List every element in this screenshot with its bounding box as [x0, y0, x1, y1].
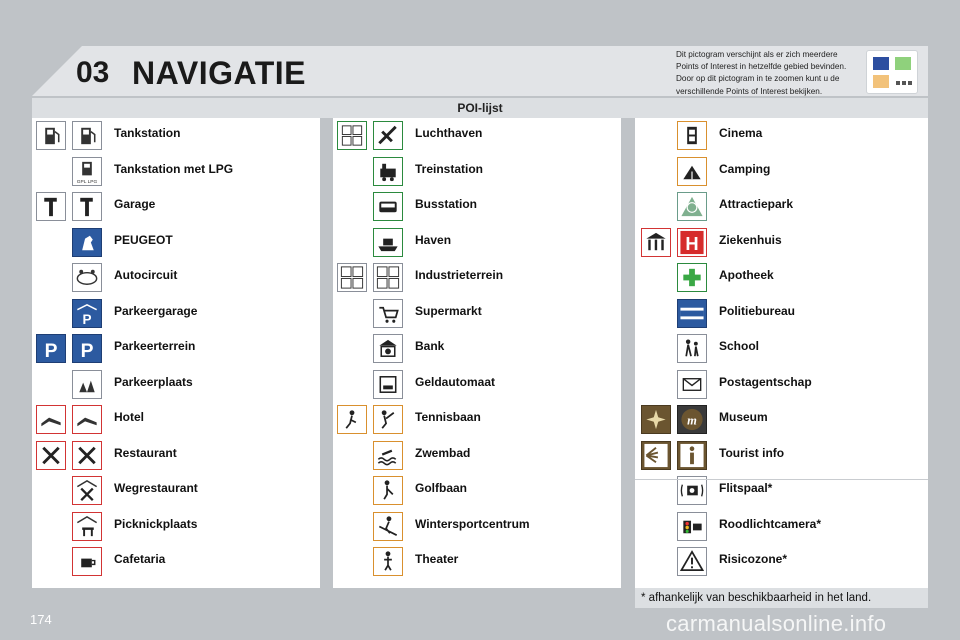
poi-row — [32, 473, 320, 508]
poi-label: Bank — [415, 339, 445, 353]
poi-label: Luchthaven — [415, 126, 483, 140]
poi-label: Autocircuit — [114, 268, 178, 282]
poi-label: Treinstation — [415, 161, 484, 176]
poi-row — [333, 154, 621, 189]
info-i-icon — [677, 441, 707, 470]
poi-label: Cinema — [719, 126, 763, 140]
bank-icon — [373, 334, 403, 363]
poi-row — [333, 296, 621, 331]
poi-row — [635, 438, 928, 473]
poi-row — [32, 331, 320, 366]
poi-label: Haven — [415, 232, 452, 247]
poi-label: Theater — [415, 552, 459, 566]
poi-row — [32, 154, 320, 189]
red-light-camera-icon — [677, 512, 707, 541]
bed-icon — [72, 405, 102, 434]
poi-label: Tourist info — [719, 445, 785, 460]
airport-group-icon — [337, 121, 367, 150]
ferry-icon — [373, 228, 403, 257]
poi-column-1 — [32, 118, 320, 588]
poi-label: Ziekenhuis — [719, 232, 782, 247]
factory-group-icon — [373, 263, 403, 292]
poi-row — [32, 296, 320, 331]
parking-icon — [72, 334, 102, 363]
poi-label: Flitspaal* — [719, 481, 773, 495]
theater-icon — [373, 547, 403, 576]
poi-column-3 — [635, 118, 928, 588]
police-icon — [677, 299, 707, 328]
poi-label: Garage — [114, 197, 156, 211]
peugeot-lion-icon — [72, 228, 102, 257]
poi-row — [32, 367, 320, 402]
bed-icon — [36, 405, 66, 434]
film-icon — [677, 121, 707, 150]
sport-icon — [337, 405, 367, 434]
swimming-icon — [373, 441, 403, 470]
poi-row — [32, 118, 320, 153]
poi-label: Geldautomaat — [415, 374, 496, 389]
multiple-poi-icon — [866, 50, 918, 94]
poi-label: Tankstation — [114, 126, 181, 140]
shopping-cart-icon — [373, 299, 403, 328]
poi-row — [333, 402, 621, 437]
picnic-icon — [72, 512, 102, 541]
poi-row — [333, 260, 621, 295]
train-icon — [373, 157, 403, 186]
poi-row — [635, 154, 928, 189]
poi-row — [32, 260, 320, 295]
poi-label: Cafetaria — [114, 552, 166, 566]
poi-label: Wegrestaurant — [114, 481, 198, 495]
wrench-icon — [36, 192, 66, 221]
tennis-icon — [373, 405, 403, 434]
poi-label: PEUGEOT — [114, 232, 173, 247]
page-number: 174 — [30, 612, 52, 627]
poi-label: Politiebureau — [719, 303, 796, 318]
poi-row — [333, 509, 621, 544]
amusement-park-icon — [677, 192, 707, 221]
poi-row — [635, 509, 928, 544]
hospital-h-icon — [677, 228, 707, 257]
svg-text:m: m — [687, 413, 697, 428]
skiing-icon — [373, 512, 403, 541]
airplane-icon — [373, 121, 403, 150]
fuel-icon — [72, 121, 102, 150]
poi-label: Attractiepark — [719, 197, 794, 211]
poi-column-2 — [333, 118, 621, 588]
poi-label: Risicozone* — [719, 552, 788, 566]
watermark: carmanualsonline.info — [666, 611, 887, 636]
museum-m-icon — [677, 405, 707, 434]
poi-row — [635, 189, 928, 224]
factory-group-icon — [337, 263, 367, 292]
poi-row — [635, 225, 928, 260]
wrench-icon — [72, 192, 102, 221]
bus-icon — [373, 192, 403, 221]
poi-label: Roodlichtcamera* — [719, 516, 822, 531]
pharmacy-cross-icon — [677, 263, 707, 292]
poi-label: Golfbaan — [415, 481, 468, 495]
cutlery-icon — [36, 441, 66, 470]
poi-row — [333, 189, 621, 224]
museum-compass-icon — [641, 405, 671, 434]
hospital-building-icon — [641, 228, 671, 257]
poi-label: Apotheek — [719, 268, 774, 282]
header-note: Dit pictogram verschijnt als er zich meerdere Points of Interest in hetzelfde gebied bevinden. Door op dit pictogram in te zoomen kunt u de verschillende Points of Interest bekijken. — [676, 50, 847, 96]
rest-area-icon — [72, 370, 102, 399]
poi-label: Wintersportcentrum — [415, 516, 530, 531]
coffee-cup-icon — [72, 547, 102, 576]
poi-row — [333, 331, 621, 366]
poi-list-title: POI-lijst — [32, 98, 928, 118]
poi-row — [635, 260, 928, 295]
tent-icon — [677, 157, 707, 186]
poi-row — [333, 367, 621, 402]
tourist-info-arrow-icon — [641, 441, 671, 470]
poi-label: Restaurant — [114, 445, 177, 460]
poi-row — [635, 402, 928, 437]
poi-label: Tennisbaan — [415, 410, 481, 424]
svg-text:P: P — [80, 341, 94, 362]
poi-label: Zwembad — [415, 445, 471, 460]
poi-label: Parkeerplaats — [114, 374, 193, 389]
poi-row — [32, 225, 320, 260]
poi-label: Busstation — [415, 197, 478, 211]
poi-row — [32, 438, 320, 473]
chapter-number: 03 — [76, 56, 110, 89]
poi-row — [333, 544, 621, 579]
poi-row — [333, 473, 621, 508]
poi-row — [333, 438, 621, 473]
poi-label: Tankstation met LPG — [114, 161, 234, 176]
svg-text:GPL LPG: GPL LPG — [76, 179, 98, 185]
speed-camera-icon — [677, 476, 707, 505]
parking-icon — [36, 334, 66, 363]
svg-text:P: P — [44, 341, 58, 362]
poi-row — [32, 544, 320, 579]
poi-row — [333, 118, 621, 153]
cutlery-icon — [72, 441, 102, 470]
poi-row — [32, 402, 320, 437]
svg-text:H: H — [685, 232, 699, 254]
poi-label: Parkeergarage — [114, 303, 198, 318]
poi-row — [635, 331, 928, 366]
poi-row — [333, 225, 621, 260]
roadside-restaurant-icon — [72, 476, 102, 505]
poi-label: Supermarkt — [415, 303, 482, 318]
footnote: * afhankelijk van beschikbaarheid in het land. — [635, 588, 928, 608]
poi-label: Postagentschap — [719, 374, 812, 389]
chapter-title: NAVIGATIE — [132, 55, 306, 91]
poi-label: Camping — [719, 161, 771, 176]
poi-label: Picknickplaats — [114, 516, 198, 531]
parking-garage-icon — [72, 299, 102, 328]
poi-row — [635, 367, 928, 402]
lpg-fuel-icon — [72, 157, 102, 186]
poi-label: Industrieterrein — [415, 268, 504, 282]
svg-text:P: P — [82, 311, 92, 327]
poi-row — [635, 296, 928, 331]
poi-label: Parkeerterrein — [114, 339, 196, 353]
school-children-icon — [677, 334, 707, 363]
header-corner — [32, 46, 82, 96]
poi-label: School — [719, 339, 760, 353]
poi-row — [32, 189, 320, 224]
poi-row — [635, 544, 928, 579]
envelope-icon — [677, 370, 707, 399]
poi-row — [635, 118, 928, 153]
fuel-icon — [36, 121, 66, 150]
poi-label: Museum — [719, 410, 768, 424]
race-circuit-icon — [72, 263, 102, 292]
atm-icon — [373, 370, 403, 399]
golf-icon — [373, 476, 403, 505]
poi-row — [32, 509, 320, 544]
danger-zone-icon — [677, 547, 707, 576]
column-3-divider — [635, 479, 928, 480]
poi-label: Hotel — [114, 410, 144, 424]
